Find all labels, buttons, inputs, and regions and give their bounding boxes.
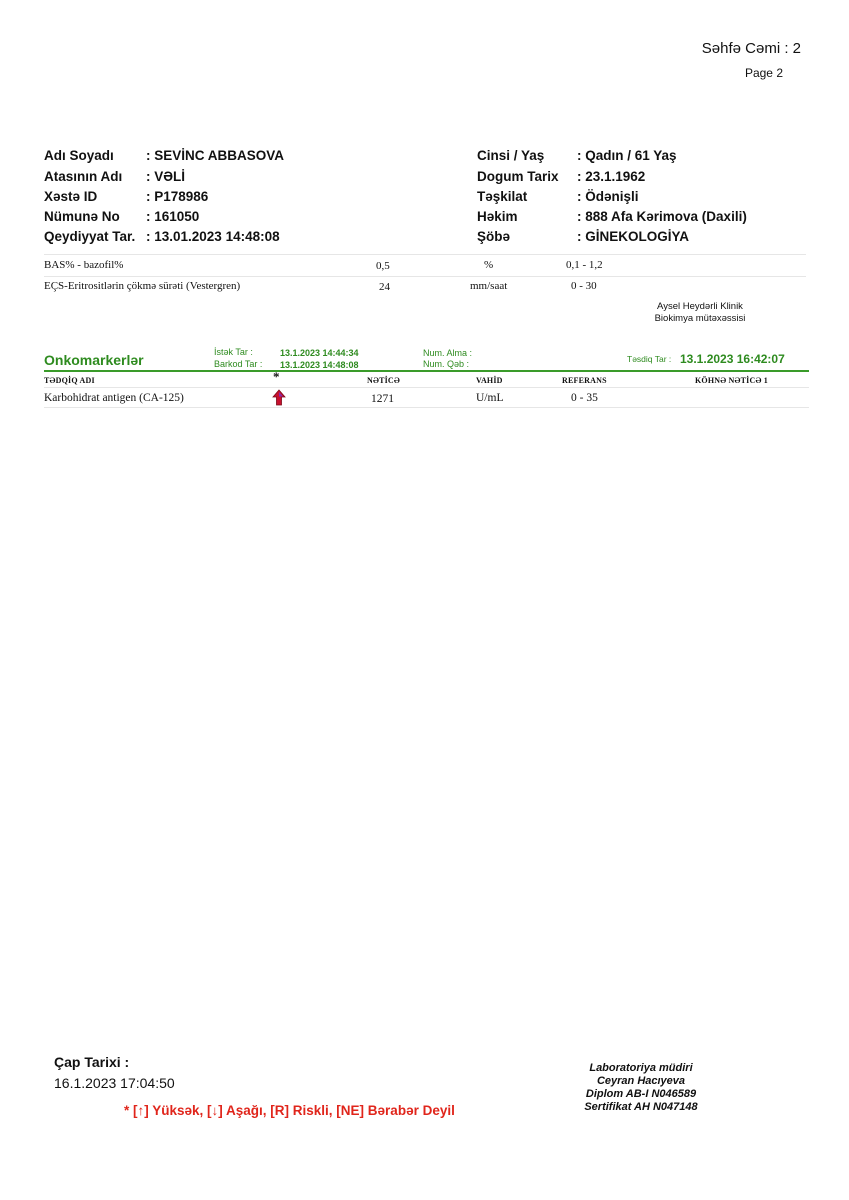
result-value: 24	[379, 281, 390, 293]
sign-name: Ceyran Hacıyeva	[596, 1075, 686, 1087]
result-reference: 0,1 - 1,2	[566, 259, 603, 271]
result-reference: 0 - 30	[571, 280, 597, 292]
value-doctor: : 888 Afa Kərimova (Daxili)	[577, 209, 747, 224]
label-father: Atasının Adı	[44, 169, 123, 184]
approve-date-value: 13.1.2023 16:42:07	[680, 352, 785, 366]
value-gender-age: : Qadın / 61 Yaş	[577, 148, 677, 163]
print-date-value: 16.1.2023 17:04:50	[54, 1075, 175, 1091]
value-father: : VƏLİ	[146, 169, 186, 184]
label-organization: Təşkilat	[477, 189, 528, 204]
print-date-label: Çap Tarixi :	[54, 1054, 130, 1070]
label-register-date: Qeydiyyat Tar.	[44, 229, 136, 244]
test-reference: 0 - 35	[571, 392, 598, 404]
up-arrow-icon	[272, 389, 286, 407]
sample-received-label: Num. Qəb :	[423, 359, 470, 369]
signature-block	[566, 1062, 716, 1114]
barcode-date-label: Barkod Tar :	[214, 359, 263, 369]
label-department: Şöbə	[477, 229, 511, 244]
sign-diploma: Diplom AB-I N046589	[585, 1088, 697, 1100]
section-divider	[44, 370, 809, 372]
col-test-name: TƏDQİQ ADI	[44, 376, 95, 385]
value-birth-date: : 23.1.1962	[577, 169, 646, 184]
value-organization: : Ödənişli	[577, 189, 639, 204]
value-patient-id: : P178986	[146, 189, 209, 204]
value-sample-no: : 161050	[146, 209, 200, 224]
sample-taken-label: Num. Alma :	[423, 348, 473, 358]
divider	[44, 387, 809, 388]
label-name: Adı Soyadı	[44, 148, 114, 163]
test-unit: U/mL	[476, 392, 504, 404]
label-gender-age: Cinsi / Yaş	[477, 148, 545, 163]
label-sample-no: Nümunə No	[44, 209, 120, 224]
col-result: NƏTİCƏ	[367, 376, 401, 385]
sign-title: Laboratoriya müdiri	[589, 1062, 693, 1074]
label-birth-date: Dogum Tarix	[477, 169, 559, 184]
divider	[44, 276, 806, 277]
result-value: 0,5	[376, 260, 390, 272]
specialist-name: Aysel Heydərli Klinik	[657, 301, 743, 312]
approve-date-label: Təsdiq Tar :	[627, 354, 672, 364]
col-old-result: KÖHNƏ NƏTİCƏ 1	[695, 376, 768, 385]
col-flag: *	[273, 369, 280, 384]
result-unit: %	[484, 259, 494, 271]
page-number: Page 2	[744, 66, 783, 80]
result-name: EÇS-Eritrositlərin çökmə sürəti (Vestergren)	[44, 280, 241, 292]
specialist-block	[630, 301, 770, 325]
result-unit: mm/saat	[470, 280, 508, 292]
col-unit: VAHİD	[476, 376, 503, 385]
value-department: : GİNEKOLOGİYA	[577, 229, 690, 244]
request-date-value: 13.1.2023 14:44:34	[280, 348, 359, 358]
label-patient-id: Xəstə ID	[44, 189, 98, 204]
value-register-date: : 13.01.2023 14:48:08	[146, 229, 280, 244]
col-reference: REFERANS	[562, 376, 607, 385]
section-title: Onkomarkerlər	[44, 352, 144, 368]
flag-legend: * [↑] Yüksək, [↓] Aşağı, [R] Riskli, [NE] Bərabər Deyil	[124, 1103, 455, 1118]
sign-certificate: Sertifikat AH N047148	[584, 1101, 698, 1113]
divider	[44, 254, 806, 255]
test-result: 1271	[371, 393, 394, 405]
divider	[44, 407, 809, 408]
page-total: Səhfə Cəmi : 2	[701, 40, 801, 57]
test-name: Karbohidrat antigen (CA-125)	[44, 392, 184, 404]
specialist-title: Biokimya mütəxəssisi	[654, 313, 746, 324]
request-date-label: İstək Tar :	[214, 347, 253, 357]
label-doctor: Həkim	[477, 209, 518, 224]
value-name: : SEVİNC ABBASOVA	[146, 148, 285, 163]
barcode-date-value: 13.1.2023 14:48:08	[280, 360, 359, 370]
result-name: BAS% - bazofil%	[44, 259, 124, 271]
